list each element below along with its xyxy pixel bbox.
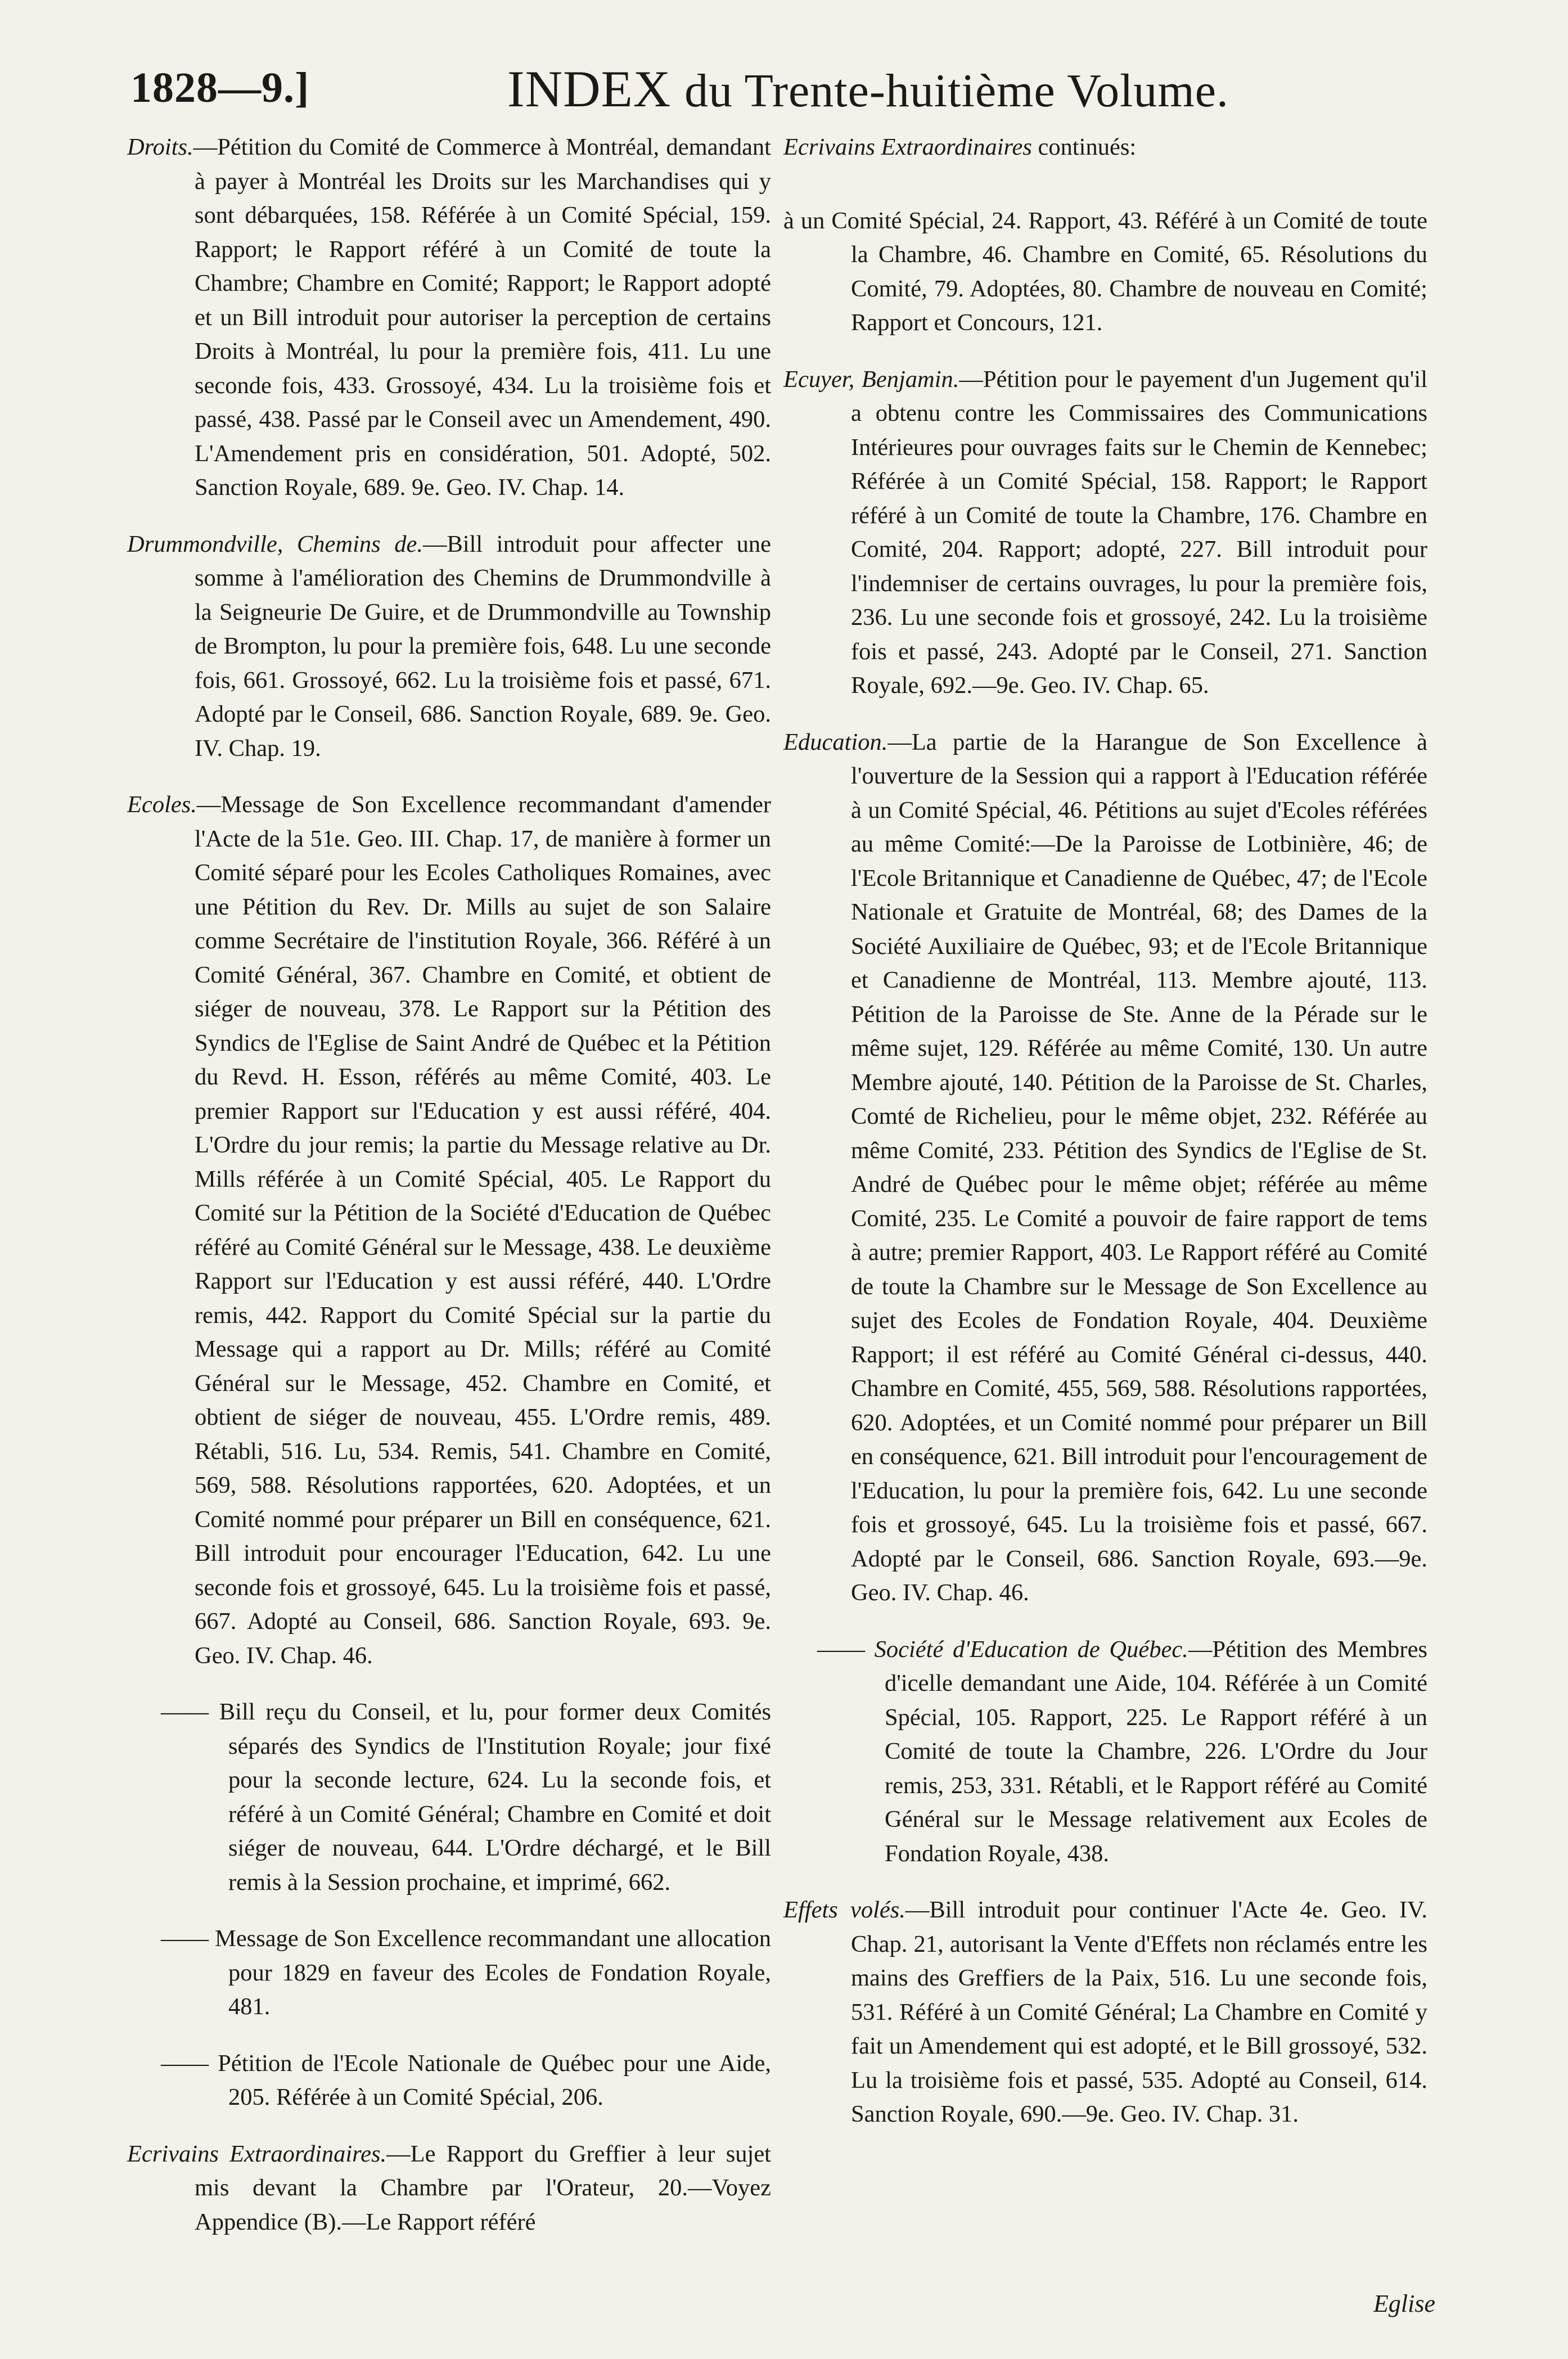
catchword: Eglise [1373,2290,1435,2317]
title-rest: du Trente-huitième Volume. [684,65,1229,117]
continued-heading: Ecrivains Extraordinaires continués: [783,134,1137,160]
index-entry: Ecrivains Extraordinaires.—Le Rapport du Greffier à leur sujet mis devant la Chambre par l'Orateur, 20.—Voyez Appendice (B).—Le Rapport référé [127,2140,771,2235]
index-entry: Ecuyer, Benjamin.—Pétition pour le payement d'un Jugement qu'il a obtenu contre les Commissaires des Communications Intérieures pour ouvrages faits sur le Chemin de Kennebec; Référée à un Comité Spécial, 158. Rapport; le Rapport référé à un Comité de toute la Chambre, 176. Chambre en Comité, 204. Rapport; adopté, 227. Bill introduit pour l'indemniser de certains ouvrages, lu pour la première fois, 236. Lu une seconde fois et grossoyé, 242. Lu la troisième fois et passé, 243. Adopté par le Conseil, 271. Sanction Royale, 692.—9e. Geo. IV. Chap. 65. [783,366,1428,699]
running-header [130,59,1441,121]
right-column [783,130,1427,2154]
title-main: INDEX [507,60,672,118]
index-subentry: —— Société d'Education de Québec.—Pétition des Membres d'icelle demandant une Aide, 104. Référée à un Comité Spécial, 105. Rapport, 225. Le Rapport référé à un Comité de toute la Chambre, 226. L'Ordre du Jour remis, 253, 331. Rétabli, et le Rapport référé au Comité Général sur le Message relativement aux Ecoles de Fondation Royale, 438. [817,1636,1427,1867]
page-title [507,59,1229,119]
index-entry: Ecoles.—Message de Son Excellence recommandant d'amender l'Acte de la 51e. Geo. III. Chap. 17, de manière à former un Comité séparé pour les Ecoles Catholiques Romaines, avec une Pétition du Rev. Dr. Mills au sujet de son Salaire comme Secrétaire de l'institution Royale, 366. Référé à un Comité Général, 367. Chambre en Comité, et obtient de siéger de nouveau, 378. Le Rapport sur la Pétition des Syndics de l'Eglise de Saint André de Québec et la Pétition du Revd. H. Esson, référés au même Comité, 403. Le premier Rapport sur l'Education y est aussi référé, 404. L'Ordre du jour remis; la partie du Message relative au Dr. Mills référée à un Comité Spécial, 405. Le Rapport du Comité sur la Pétition de la Société d'Education de Québec référé au Comité Général sur le Message, 438. Le deuxième Rapport sur l'Education y est aussi référé, 440. L'Ordre remis, 442. Rapport du Comité Spécial sur la partie du Message qui a rapport au Dr. Mills; référé au Comité Général sur le Message, 452. Chambre en Comité, et obtient de siéger de nouveau, 455. L'Ordre remis, 489. Rétabli, 516. Lu, 534. Remis, 541. Chambre en Comité, 569, 588. Résolutions rapportées, 620. Adoptées, et un Comité nommé pour préparer un Bill en conséquence, 621. Bill introduit pour encourager l'Education, 642. Lu une seconde fois et grossoyé, 645. Lu la troisième fois et passé, 667. Adopté au Conseil, 686. Sanction Royale, 693. 9e. Geo. IV. Chap. 46. [127,791,771,1669]
continued-text: à un Comité Spécial, 24. Rapport, 43. Référé à un Comité de toute la Chambre, 46. Chambre en Comité, 65. Résolutions du Comité, 79. Adoptées, 80. Chambre de nouveau en Comité; Rapport et Concours, 121. [783,207,1427,336]
page-reference: 1828—9.] [130,64,310,111]
index-subentry: —— Pétition de l'Ecole Nationale de Québec pour une Aide, 205. Référée à un Comité Spécial, 206. [161,2050,771,2110]
index-entry: Effets volés.—Bill introduit pour continuer l'Acte 4e. Geo. IV. Chap. 21, autorisant la Vente d'Effets non réclamés entre les mains des Greffiers de la Paix, 516. Lu une seconde fois, 531. Référé à un Comité Général; La Chambre en Comité y fait un Amendement qui est adopté, et le Bill grossoyé, 532. Lu la troisième fois et passé, 535. Adopté au Conseil, 614. Sanction Royale, 690.—9e. Geo. IV. Chap. 31. [783,1897,1427,2127]
index-entry: Droits.—Pétition du Comité de Commerce à Montréal, demandant à payer à Montréal les Droits sur les Marchandises qui y sont débarquées, 158. Référée à un Comité Spécial, 159. Rapport; le Rapport référé à un Comité de toute la Chambre; Chambre en Comité; Rapport; le Rapport adopté et un Bill introduit pour autoriser la perception de certains Droits à Montréal, lu pour la première fois, 411. Lu une seconde fois, 433. Grossoyé, 434. Lu la troisième fois et passé, 438. Passé par le Conseil avec un Amendement, 490. L'Amendement pris en considération, 501. Adopté, 502. Sanction Royale, 689. 9e. Geo. IV. Chap. 14. [127,134,771,501]
index-entry: Drummondville, Chemins de.—Bill introduit pour affecter une somme à l'amélioration des Chemins de Drummondville à la Seigneurie De Guire, et de Drummondville au Township de Brompton, lu pour la première fois, 648. Lu une seconde fois, 661. Grossoyé, 662. Lu la troisième fois et passé, 671. Adopté par le Conseil, 686. Sanction Royale, 689. 9e. Geo. IV. Chap. 19. [127,530,771,762]
left-column [127,130,771,2262]
index-subentry: —— Bill reçu du Conseil, et lu, pour former deux Comités séparés des Syndics de l'Institution Royale; jour fixé pour la seconde lecture, 624. Lu la seconde fois, et référé à un Comité Général; Chambre en Comité et doit siéger de nouveau, 644. L'Ordre déchargé, et le Bill remis à la Session prochaine, et imprimé, 662. [161,1699,771,1896]
index-entry: Education.—La partie de la Harangue de Son Excellence à l'ouverture de la Session qui a rapport à l'Education référée à un Comité Spécial, 46. Pétitions au sujet d'Ecoles référées au même Comité:—De la Paroisse de Lotbinière, 46; de l'Ecole Britannique et Canadienne de Québec, 47; de l'Ecole Nationale et Gratuite de Montréal, 68; des Dames de la Société Auxiliaire de Québec, 93; et de l'Ecole Britannique et Canadienne de Montréal, 113. Membre ajouté, 113. Pétition de la Paroisse de Ste. Anne de la Pérade sur le même sujet, 129. Référée au même Comité, 130. Un autre Membre ajouté, 140. Pétition de la Paroisse de St. Charles, Comté de Richelieu, pour le même objet, 232. Référée au même Comité, 233. Pétition des Syndics de l'Eglise de St. André de Québec pour le même objet; référée au même Comité, 235. Le Comité a pouvoir de faire rapport de tems à autre; premier Rapport, 403. Le Rapport référé au Comité de toute la Chambre sur le Message de Son Excellence au sujet des Ecoles de Fondation Royale, 404. Deuxième Rapport; il est référé au Comité Général ci-dessus, 440. Chambre en Comité, 455, 569, 588. Résolutions rapportées, 620. Adoptées, et un Comité nommé pour préparer un Bill en conséquence, 621. Bill introduit pour l'encouragement de l'Education, lu pour la première fois, 642. Lu une seconde fois et grossoyé, 645. Lu la troisième fois et passé, 667. Adopté par le Conseil, 686. Sanction Royale, 693.—9e. Geo. IV. Chap. 46. [783,728,1427,1606]
index-subentry: —— Message de Son Excellence recommandant une allocation pour 1829 en faveur des Ecoles de Fondation Royale, 481. [161,1925,771,2020]
